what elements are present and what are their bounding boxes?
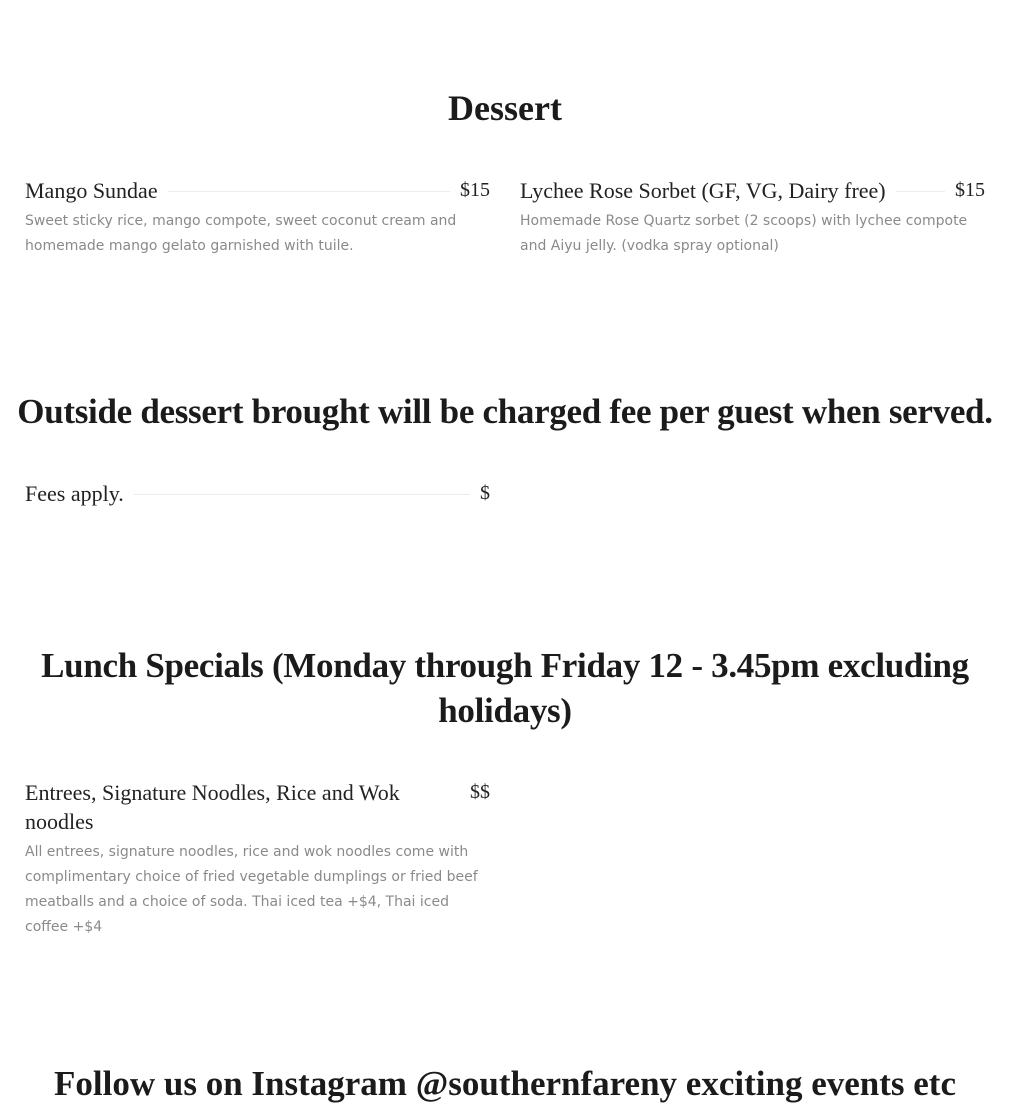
menu-item-price: $$ — [470, 781, 490, 803]
menu-item-price: $15 — [955, 179, 985, 201]
section-title-outside-dessert: Outside dessert brought will be charged fee per guest when served. — [17, 392, 993, 431]
menu-item-lunch-entrees — [25, 778, 490, 940]
section-title-dessert: Dessert — [448, 88, 562, 128]
price-leader-line — [134, 479, 470, 495]
section-title-lunch-specials: Lunch Specials (Monday through Friday 12 - 3.45pm excluding holidays) — [41, 646, 969, 730]
menu-item-name: Lychee Rose Sorbet (GF, VG, Dairy free) — [520, 178, 886, 203]
menu-item-header — [25, 479, 490, 508]
menu-item-header — [25, 778, 490, 836]
menu-item-description: Sweet sticky rice, mango compote, sweet coconut cream and homemade mango gelato garnished with tuile. — [25, 213, 457, 254]
price-leader-line — [896, 176, 945, 192]
menu-item-lychee-rose-sorbet — [520, 176, 985, 259]
menu-item-description: All entrees, signature noodles, rice and wok noodles come with complimentary choice of fried vegetable dumplings or fried beef meatballs and a choice of soda. Thai iced tea +$4, Thai iced coffee +$4 — [25, 844, 478, 935]
price-leader-line — [168, 176, 450, 192]
menu-item-header — [520, 176, 985, 205]
menu-item-description: Homemade Rose Quartz sorbet (2 scoops) with lychee compote and Aiyu jelly. (vodka spray optional) — [520, 213, 968, 254]
menu-item-mango-sundae — [25, 176, 490, 259]
menu-item-name: Fees apply. — [25, 481, 124, 506]
menu-item-fees — [25, 479, 490, 508]
menu-item-name: Entrees, Signature Noodles, Rice and Wok noodles — [25, 780, 400, 834]
menu-item-name: Mango Sundae — [25, 178, 158, 203]
section-title-follow-instagram: Follow us on Instagram @southernfareny exciting events etc — [54, 1064, 956, 1103]
menu-item-price: $15 — [460, 179, 490, 201]
menu-item-header — [25, 176, 490, 205]
menu-item-price: $ — [480, 482, 490, 504]
